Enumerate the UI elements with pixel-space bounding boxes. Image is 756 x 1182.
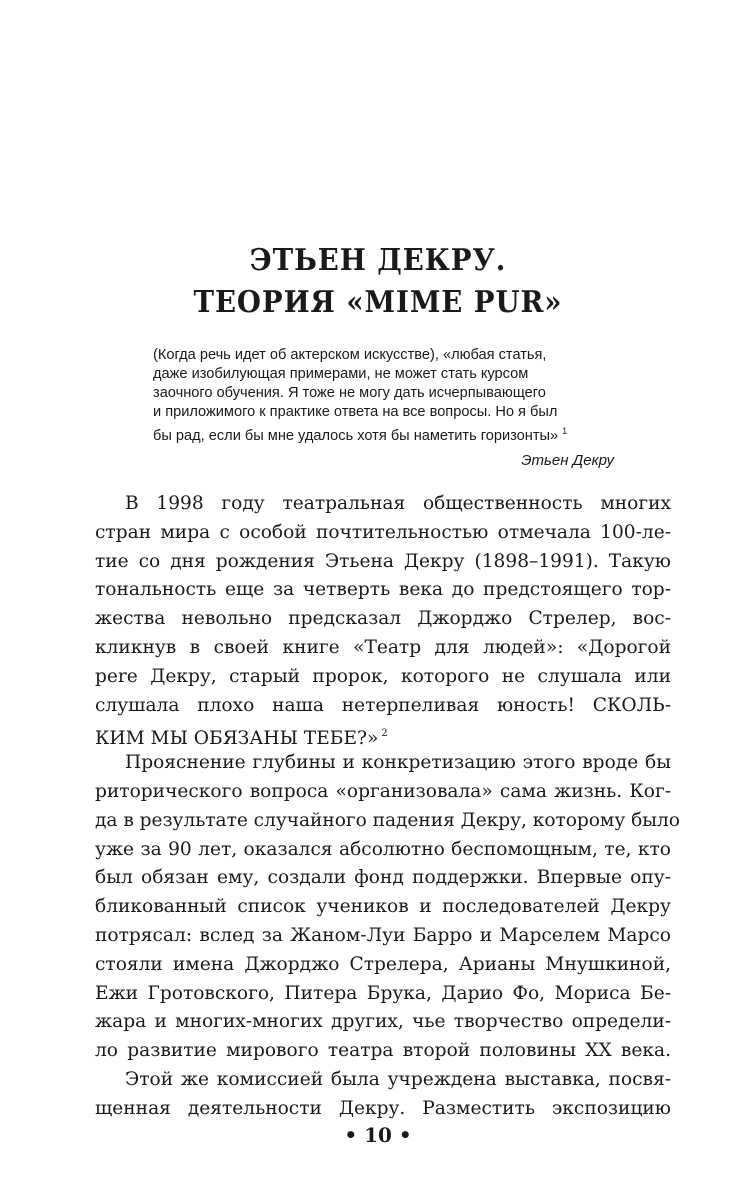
epigraph-line: заочного обучения. Я тоже не могу дать исчерпывающего (153, 385, 546, 401)
text-line: pere Декру, старый пророк, которого не слушала или (95, 665, 671, 687)
text-line: В 1998 году театральная общественность многих (125, 493, 671, 514)
text-line: стояли имена Джорджо Стрелера, Арианы Мнушкиной, (95, 953, 671, 975)
text-line: риторического вопроса «организовала» сама жизнь. Ког- (95, 780, 671, 802)
text-line: Прояснение глубины и конкретизацию этого вроде бы (125, 752, 671, 774)
text-line: потрясал: вслед за Жаном-Луи Барро и Марселем Марсо (95, 924, 671, 946)
text-line: ло развитие мирового театра второй половины XX века. (95, 1040, 671, 1062)
text-line: Ежи Гротовского, Питера Брука, Дарио Фо, Мориса Бе- (95, 982, 671, 1004)
text-line: жара и многих-многих других, чье творчество определи- (95, 1011, 671, 1033)
epigraph-author: Этьен Декру (521, 452, 614, 469)
text-line (95, 720, 671, 749)
text-line: жества невольно предсказал Джорджо Стрелер, вос- (95, 608, 671, 630)
epigraph (153, 346, 623, 446)
epigraph-line (153, 422, 623, 446)
text-line: да в результате случайного падения Декру, которому было (95, 809, 680, 831)
text-line: бликованный список учеников и последователей Декру (95, 896, 671, 918)
text-line: был обязан ему, создали фонд поддержки. Впервые опу- (95, 867, 671, 889)
epigraph-line: даже изобилующая примерами, не может стать курсом (153, 366, 529, 382)
epigraph-line: и приложимого к практике ответа на все вопросы. Но я был (153, 404, 558, 420)
text-line-content: КИМ МЫ ОБЯЗАНЫ ТЕБЕ?» (95, 728, 379, 750)
text-line: кликнув в своей книге «Театр для людей»: «Дорогой (95, 636, 671, 658)
footnote-mark: 2 (381, 728, 388, 740)
chapter-title (30, 240, 726, 324)
footnote-mark: 1 (562, 426, 568, 436)
chapter-title-line-2: ТЕОРИЯ «MIME PUR» (193, 285, 563, 320)
chapter-title-line-1: ЭТЬЕН ДЕКРУ. (249, 243, 507, 278)
text-line: щенная деятельности Декру. Разместить экспозицию (95, 1097, 671, 1119)
text-line: слушала плохо наша нетерпеливая юность! СКОЛЬ- (95, 694, 671, 716)
text-line: тональность еще за четверть века до предстоящего тор- (95, 579, 671, 601)
text-line: тие со дня рождения Этьена Декру (1898–1991). Такую (95, 550, 671, 572)
page-number: • 10 • (344, 1123, 412, 1147)
epigraph-line: (Когда речь идет об актерском искусстве), «любая статья, (153, 347, 547, 363)
text-line: Этой же комиссией была учреждена выставка, посвя- (125, 1068, 671, 1090)
body-text (95, 490, 680, 1124)
text-line: уже за 90 лет, оказался абсолютно беспомощным, те, кто (95, 838, 671, 860)
text-line: стран мира с особой почтительностью отмечала 100-ле- (95, 521, 671, 543)
epigraph-line-text: бы рад, если бы мне удалось хотя бы наметить горизонты» (153, 428, 559, 444)
